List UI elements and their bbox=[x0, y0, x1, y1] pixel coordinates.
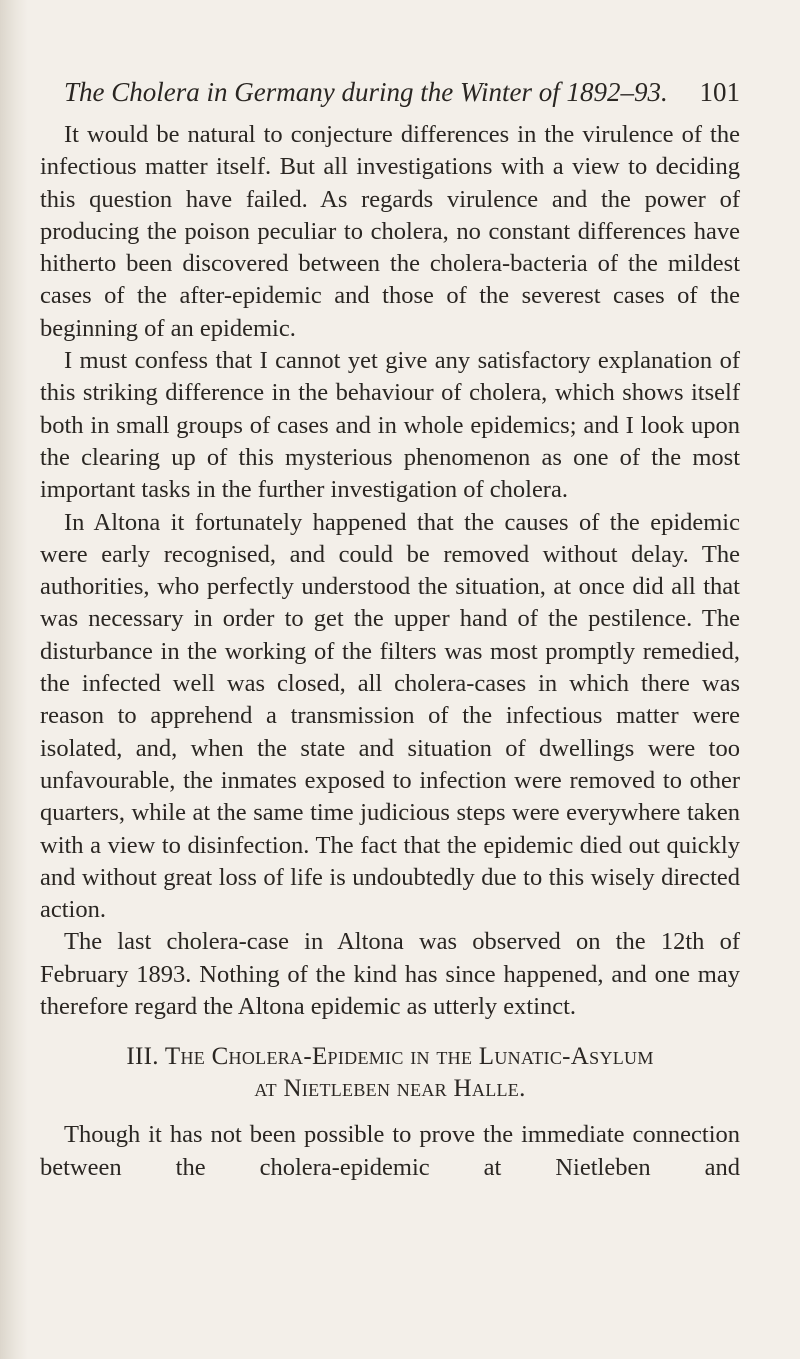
running-head-title: The Cholera in Germany during the Winter of 1892–93. bbox=[64, 77, 668, 107]
page-edge-shadow bbox=[0, 0, 28, 1359]
paragraph: It would be natural to conjecture differences in the virulence of the infectious matter itself. But all investigations with a view to deciding this question have failed. As regards virulence and the power of producing the poison peculiar to cholera, no constant differences have hitherto been discovered between the cholera-bacteria of the mildest cases of the after-epidemic and those of the severest cases of the beginning of an epidemic. bbox=[40, 121, 740, 342]
section-heading bbox=[40, 1041, 740, 1105]
section-heading-line: III. The Cholera-Epidemic in the Lunatic-Asylum bbox=[126, 1043, 654, 1071]
section-heading-line: at Nietleben near Halle. bbox=[254, 1075, 526, 1103]
body-text bbox=[40, 119, 740, 1184]
paragraph: In Altona it fortunately happened that the causes of the epidemic were early recognised, and could be removed without delay. The authorities, who perfectly understood the situation, at once did all that was necessary in order to get the upper hand of the pestilence. The disturbance in the working of the filters was most promptly remedied, the infected well was closed, all cholera-cases in which there was reason to apprehend a transmission of the infectious matter were isolated, and, when the state and situation of dwellings were too unfavourable, the inmates exposed to infection were removed to other quarters, while at the same time judicious steps were everywhere taken with a view to disinfection. The fact that the epidemic died out quickly and without great loss of life is undoubtedly due to this wisely directed action. bbox=[40, 508, 740, 924]
paragraph: Though it has not been possible to prove the immediate connection between the cholera-epidemic at Nietleben and bbox=[40, 1121, 740, 1181]
book-page bbox=[40, 72, 740, 1184]
page-number: 101 bbox=[699, 77, 740, 107]
paragraph: The last cholera-case in Altona was observed on the 12th of February 1893. Nothing of the kind has since happened, and one may therefore regard the Altona epidemic as utterly extinct. bbox=[40, 928, 740, 1021]
running-head bbox=[40, 72, 740, 112]
paragraph: I must confess that I cannot yet give any satisfactory explanation of this striking difference in the behaviour of cholera, which shows itself both in small groups of cases and in whole epidemics; and I look upon the clearing up of this mysterious phenomenon as one of the most important tasks in the further investigation of cholera. bbox=[40, 347, 740, 504]
